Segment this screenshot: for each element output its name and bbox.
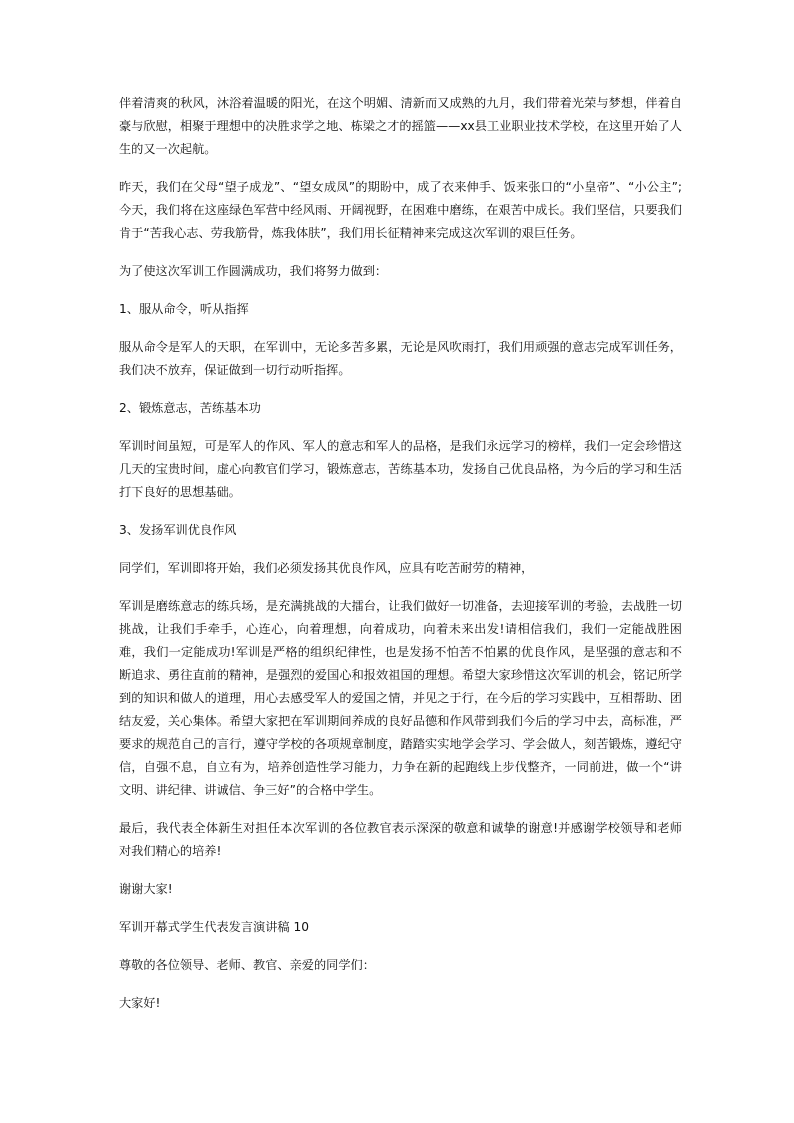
- paragraph-point-2: 军训时间虽短，可是军人的作风、军人的意志和军人的品格，是我们永远学习的榜样，我们一定会珍惜这几天的宝贵时间，虚心向教官们学习，锻炼意志，苦练基本功，发扬自己优良品格，为今后的学习和生活打下良好的思想基础。: [119, 439, 682, 499]
- heading-point-2: 2、锻炼意志，苦练基本功: [119, 401, 261, 415]
- heading-point-3: 3、发扬军训优良作风: [119, 523, 237, 537]
- paragraph-opening: 伴着清爽的秋风，沐浴着温暖的阳光，在这个明媚、清新而又成熟的九月，我们带着光荣与梦想，伴着自豪与欣慰，相聚于理想中的决胜求学之地、栋梁之才的摇篮——xx县工业职业技术学校，在这里开始了人生的又一次起航。: [119, 96, 682, 156]
- paragraph-goals-intro: 为了使这次军训工作圆满成功，我们将努力做到：: [119, 264, 388, 278]
- paragraph-closing: 最后，我代表全体新生对担任本次军训的各位教官表示深深的敬意和诚挚的谢意!并感谢学校领导和老师对我们精心的培养!: [119, 821, 682, 858]
- paragraph-thanks: 谢谢大家!: [119, 882, 173, 896]
- paragraph-greeting: 大家好!: [119, 996, 161, 1010]
- heading-point-1: 1、服从命令，听从指挥: [119, 302, 249, 316]
- paragraph-yesterday-today: 昨天，我们在父母“望子成龙”、“望女成凤”的期盼中，成了衣来伸手、饭来张口的“小皇帝”、“小公主”;今天，我们将在这座绿色军营中经风雨、开阔视野，在困难中磨练，在艰苦中成长。我们坚信，只要我们肯于“苦我心志、劳我筋骨，炼我体肤”，我们用长征精神来完成这次军训的艰巨任务。: [119, 180, 682, 240]
- paragraph-point-3-body: 军训是磨练意志的练兵场，是充满挑战的大擂台，让我们做好一切准备，去迎接军训的考验，去战胜一切挑战，让我们手牵手，心连心，向着理想，向着成功，向着未来出发!请相信我们，我们一定能战胜困难，我们一定能成功!军训是严格的组织纪律性，也是发扬不怕苦不怕累的优良作风，是坚强的意志和不断追求、勇往直前的精神，是强烈的爱国心和报效祖国的理想。希望大家珍惜这次军训的机会，铭记所学到的知识和做人的道理，用心去感受军人的爱国之情，并见之于行，在今后的学习实践中，互相帮助、团结友爱，关心集体。希望大家把在军训期间养成的良好品德和作风带到我们今后的学习中去，高标准，严要求的规范自己的言行，遵守学校的各项规章制度，踏踏实实地学会学习、学会做人，刻苦锻炼，遵纪守信，自强不息，自立有为，培养创造性学习能力，力争在新的起跑线上步伐整齐，一同前进，做一个“讲文明、讲纪律、讲诚信、争三好”的合格中学生。: [119, 599, 682, 797]
- paragraph-point-3-intro: 同学们，军训即将开始，我们必须发扬其优良作风，应具有吃苦耐劳的精神，: [119, 561, 534, 575]
- paragraph-salutation: 尊敬的各位领导、老师、教官、亲爱的同学们：: [119, 958, 375, 972]
- paragraph-point-1: 服从命令是军人的天职，在军训中，无论多苦多累，无论是风吹雨打，我们用顽强的意志完成军训任务，我们决不放弃，保证做到一切行动听指挥。: [119, 340, 682, 377]
- speech-title-10: 军训开幕式学生代表发言演讲稿 10: [119, 920, 310, 934]
